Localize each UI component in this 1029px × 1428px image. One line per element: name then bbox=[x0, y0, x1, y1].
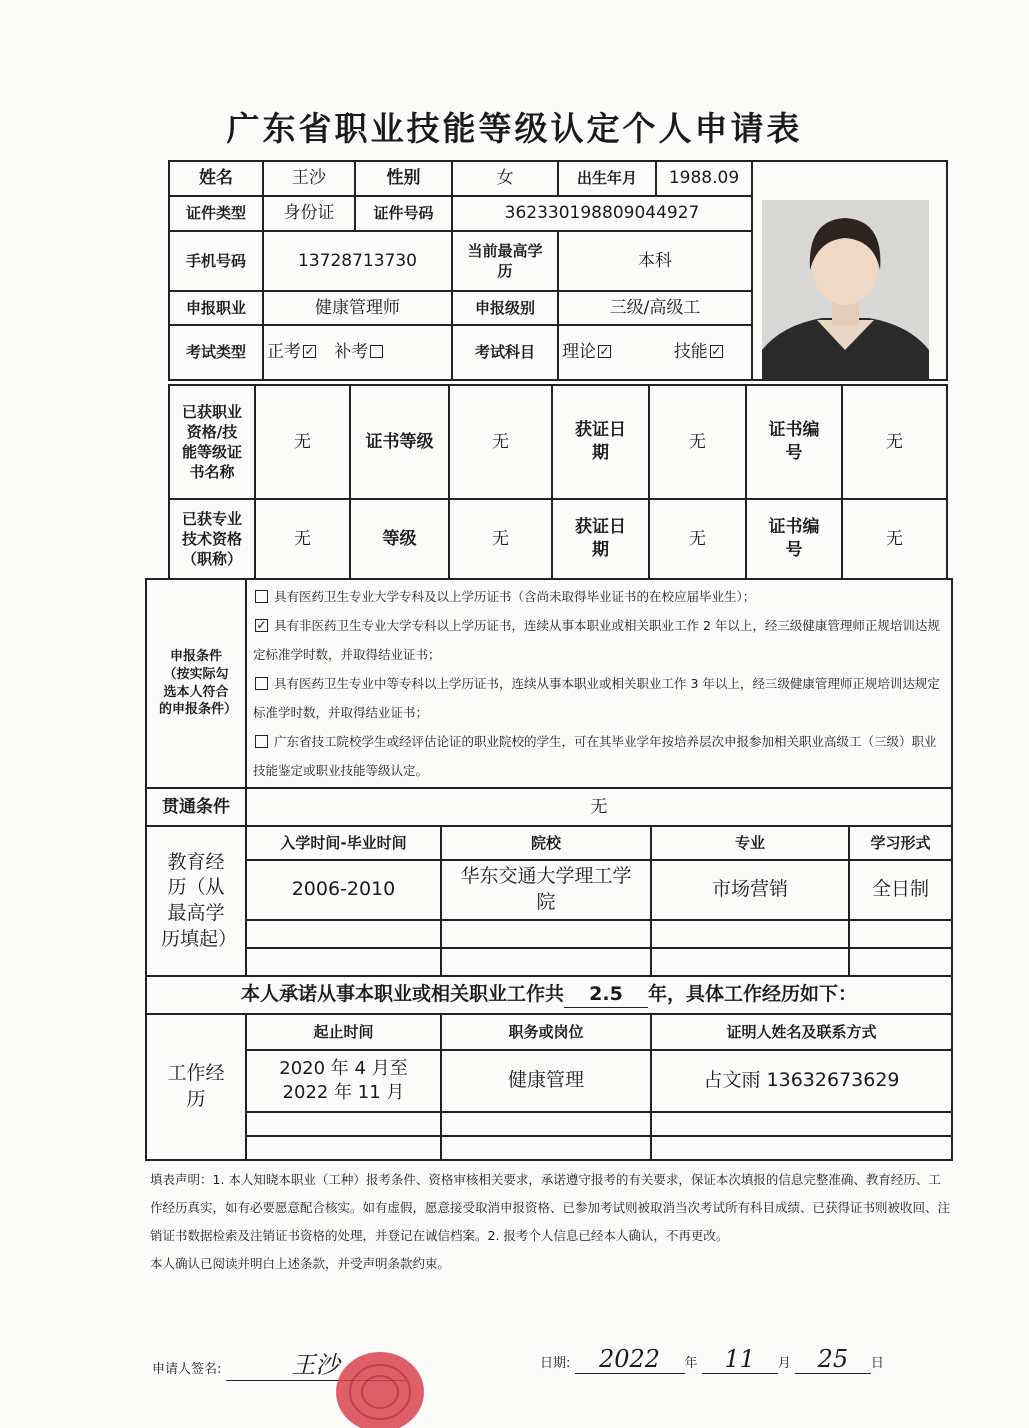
checkbox-empty-icon[interactable] bbox=[370, 345, 383, 358]
birth-label: 出生年月 bbox=[558, 161, 656, 196]
prof-title-date: 无 bbox=[649, 499, 746, 579]
checkbox-empty-icon[interactable] bbox=[255, 590, 268, 603]
work-commitment: 本人承诺从事本职业或相关职业工作共 2.5 年，具体工作经历如下： bbox=[146, 976, 952, 1014]
cert-quali-label: 已获职业资格/技能等级证书名称 bbox=[169, 385, 255, 499]
exam-type-option[interactable]: 补考 bbox=[334, 342, 385, 362]
work-empty-cell bbox=[246, 1136, 441, 1160]
applicant-photo bbox=[762, 200, 929, 380]
applicant-sign-label: 申请人签名: bbox=[152, 1362, 222, 1377]
checkbox-checked-icon[interactable]: ✓ bbox=[711, 343, 722, 358]
edu-empty-cell bbox=[651, 920, 849, 948]
work-empty-cell bbox=[441, 1112, 651, 1136]
prof-title-grade: 无 bbox=[449, 499, 552, 579]
work-period: 2020 年 4 月至 2022 年 11 月 bbox=[246, 1050, 441, 1112]
exam-subject-label: 考试科目 bbox=[452, 325, 558, 380]
id-no-value: 362330198809044927 bbox=[452, 196, 752, 231]
work-empty-cell bbox=[441, 1136, 651, 1160]
work-empty-cell bbox=[651, 1112, 952, 1136]
level-value: 三级/高级工 bbox=[558, 291, 752, 325]
exam-subject-option[interactable]: 技能 ✓ bbox=[673, 342, 722, 363]
edu-empty-cell bbox=[849, 920, 952, 948]
date-label: 日期: bbox=[540, 1356, 571, 1371]
edu-empty-cell bbox=[246, 948, 441, 976]
cert-quali-date: 无 bbox=[649, 385, 746, 499]
level-label: 申报级别 bbox=[452, 291, 558, 325]
date-year[interactable]: 2022 bbox=[575, 1345, 685, 1374]
education-value: 本科 bbox=[558, 231, 752, 291]
checkbox-empty-icon[interactable] bbox=[255, 735, 268, 748]
prof-no-label: 证书编号 bbox=[746, 499, 842, 579]
work-witness: 占文雨 13632673629 bbox=[651, 1050, 952, 1112]
applicant-signature[interactable]: 王沙 bbox=[226, 1345, 406, 1381]
edu-history-label: 教育经历（从最高学历填起） bbox=[146, 826, 246, 976]
cert-date-label: 获证日期 bbox=[552, 385, 649, 499]
work-header-period: 起止时间 bbox=[246, 1014, 441, 1050]
id-no-label: 证件号码 bbox=[355, 196, 452, 231]
declaration bbox=[150, 1166, 950, 1278]
name-value: 王沙 bbox=[263, 161, 355, 196]
person-photo-icon bbox=[762, 200, 929, 380]
prof-title-name: 无 bbox=[255, 499, 350, 579]
edu-empty-cell bbox=[441, 948, 651, 976]
edu-header-school: 院校 bbox=[441, 826, 651, 860]
cert-quali-name: 无 bbox=[255, 385, 350, 499]
condition-item[interactable]: 具有医药卫生专业中等专科以上学历证书，连续从事本职业或相关职业工作 3 年以上，经三级健康管理师正规培训达规定标准学时数，并取得结业证书； bbox=[253, 676, 940, 720]
fingerprint-icon bbox=[325, 1340, 435, 1428]
through-label: 贯通条件 bbox=[146, 788, 246, 826]
declaration-text: 填表声明：1. 本人知晓本职业（工种）报考条件、资格审核相关要求，承诺遵守报考的有关要求，保证本次填报的信息完整准确、教育经历、工作经历真实，如有必要愿意配合核实。如有虚假，愿意接受取消申报资格、已参加考试则被取消当次考试所有科目成绩、已获得证书则被收回、注销证书数据检索及注销证书资格的处理，并登记在诚信档案。2. 报考个人信息已经本人确认，不再更改。 bbox=[150, 1172, 951, 1243]
edu-period: 2006-2010 bbox=[246, 860, 441, 920]
prof-grade-label: 等级 bbox=[350, 499, 449, 579]
exam-type-options bbox=[263, 325, 452, 380]
declaration-confirm: 本人确认已阅读并明白上述条款，并受声明条款约束。 bbox=[150, 1256, 451, 1271]
edu-empty-cell bbox=[849, 948, 952, 976]
prof-date-label: 获证日期 bbox=[552, 499, 649, 579]
id-type-value: 身份证 bbox=[263, 196, 355, 231]
date-day[interactable]: 25 bbox=[795, 1345, 871, 1374]
date-month[interactable]: 11 bbox=[702, 1345, 778, 1374]
edu-school: 华东交通大学理工学院 bbox=[441, 860, 651, 920]
phone-value: 13728713730 bbox=[263, 231, 452, 291]
prof-title-no: 无 bbox=[842, 499, 947, 579]
gender-value: 女 bbox=[452, 161, 558, 196]
checkbox-checked-icon[interactable]: ✓ bbox=[304, 343, 315, 358]
cert-quali-grade: 无 bbox=[449, 385, 552, 499]
date-row: 日期: 2022 年 11 月 25 日 bbox=[540, 1345, 884, 1373]
work-position: 健康管理 bbox=[441, 1050, 651, 1112]
prof-title-label: 已获专业技术资格（职称） bbox=[169, 499, 255, 579]
education-label: 当前最高学历 bbox=[452, 231, 558, 291]
edu-empty-cell bbox=[651, 948, 849, 976]
checkbox-empty-icon[interactable] bbox=[255, 677, 268, 690]
work-empty-cell bbox=[246, 1112, 441, 1136]
form-title: 广东省职业技能等级认定个人申请表 bbox=[226, 109, 803, 148]
occupation-value: 健康管理师 bbox=[263, 291, 452, 325]
work-header-witness: 证明人姓名及联系方式 bbox=[651, 1014, 952, 1050]
edu-header-period: 入学时间-毕业时间 bbox=[246, 826, 441, 860]
history-table bbox=[145, 578, 953, 1161]
edu-header-mode: 学习形式 bbox=[849, 826, 952, 860]
conditions-list bbox=[246, 579, 952, 788]
condition-item[interactable]: ✓ 具有非医药卫生专业大学专科以上学历证书，连续从事本职业或相关职业工作 2 年以上，经三级健康管理师正规培训达规定标准学时数，并取得结业证书； bbox=[253, 618, 940, 662]
condition-item[interactable]: 广东省技工院校学生或经评估论证的职业院校的学生，可在其毕业学年按培养层次申报参加相关职业高级工（三级）职业技能鉴定或职业技能等级认定。 bbox=[253, 734, 937, 778]
conditions-label: 申报条件（按实际勾选本人符合的申报条件） bbox=[146, 579, 246, 788]
exam-subject-option[interactable]: 理论 ✓ bbox=[562, 342, 610, 363]
cert-no-label: 证书编号 bbox=[746, 385, 842, 499]
id-type-label: 证件类型 bbox=[169, 196, 263, 231]
through-value: 无 bbox=[246, 788, 952, 826]
work-empty-cell bbox=[651, 1136, 952, 1160]
edu-major: 市场营销 bbox=[651, 860, 849, 920]
checkbox-checked-icon[interactable]: ✓ bbox=[599, 343, 610, 358]
checkbox-checked-icon[interactable]: ✓ bbox=[256, 618, 267, 632]
certificates-table bbox=[168, 384, 948, 580]
work-header-position: 职务或岗位 bbox=[441, 1014, 651, 1050]
gender-label: 性别 bbox=[355, 161, 452, 196]
exam-type-label: 考试类型 bbox=[169, 325, 263, 380]
birth-value: 1988.09 bbox=[656, 161, 752, 196]
work-history-label: 工作经历 bbox=[146, 1014, 246, 1160]
work-years: 2.5 bbox=[564, 982, 648, 1009]
edu-empty-cell bbox=[246, 920, 441, 948]
condition-item[interactable]: 具有医药卫生专业大学专科及以上学历证书（含尚未取得毕业证书的在校应届毕业生）； bbox=[253, 582, 945, 611]
name-label: 姓名 bbox=[169, 161, 263, 196]
exam-type-option[interactable]: 正考 ✓ bbox=[267, 342, 315, 363]
occupation-label: 申报职业 bbox=[169, 291, 263, 325]
edu-header-major: 专业 bbox=[651, 826, 849, 860]
cert-grade-label: 证书等级 bbox=[350, 385, 449, 499]
edu-empty-cell bbox=[441, 920, 651, 948]
cert-quali-no: 无 bbox=[842, 385, 947, 499]
phone-label: 手机号码 bbox=[169, 231, 263, 291]
exam-subject-options bbox=[558, 325, 752, 380]
edu-mode: 全日制 bbox=[849, 860, 952, 920]
